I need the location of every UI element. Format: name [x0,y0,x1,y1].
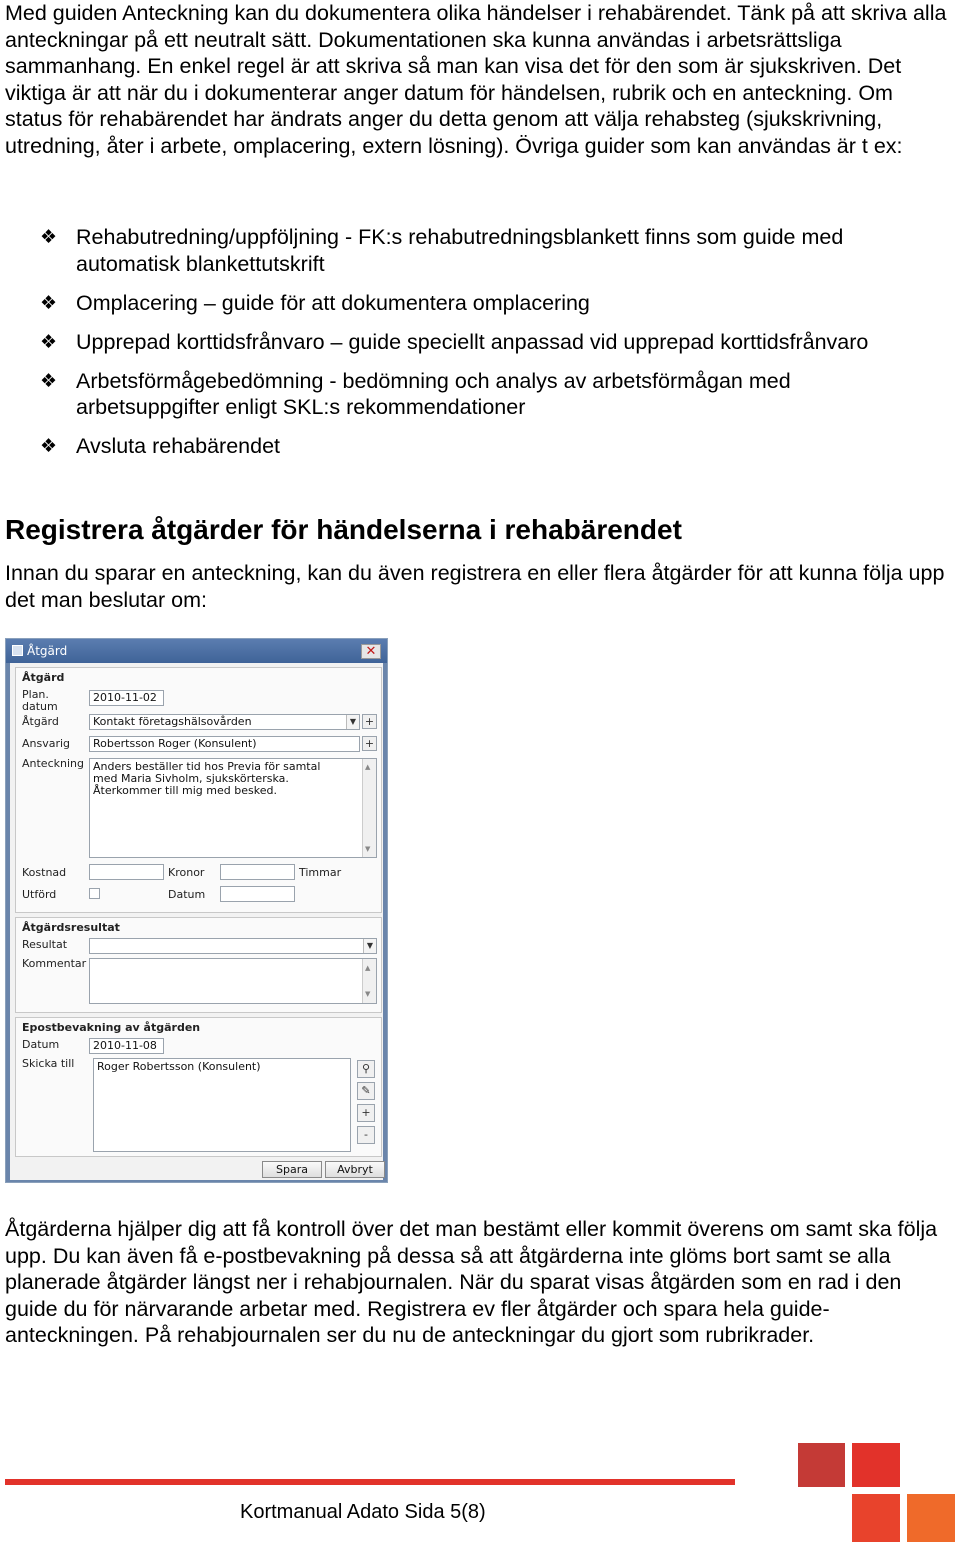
footer-text: Kortmanual Adato Sida 5(8) [240,1501,486,1523]
edit-icon[interactable]: ✎ [357,1082,375,1100]
logo-square [852,1443,900,1487]
dialog-body [10,663,383,1180]
chevron-down-icon[interactable]: ▼ [363,939,376,953]
kostnad-field[interactable] [89,864,164,880]
anteckning-label: Anteckning [22,757,84,770]
timmar-label: Timmar [299,866,342,879]
dialog-titlebar [6,639,387,663]
skicka-till-list[interactable]: Roger Robertsson (Konsulent) [93,1058,351,1152]
logo-square [852,1494,900,1542]
diamond-bullet-icon: ❖ [40,227,58,248]
footer-divider [5,1479,735,1485]
section-lead-paragraph: Innan du sparar en anteckning, kan du även registrera en eller flera åtgärder för att kunna följa upp det man beslutar om: [5,561,945,612]
cancel-button[interactable]: Avbryt [325,1161,385,1178]
list-item: ❖ Omplacering – guide för att dokumentera omplacering [40,290,590,315]
utford-datum-field[interactable] [220,886,295,902]
group-atgard [15,667,382,913]
skicka-till-label: Skicka till [22,1057,75,1070]
ansvarig-label: Ansvarig [22,737,71,750]
kronor-label: Kronor [168,866,205,879]
add-atgard-button[interactable]: + [362,714,377,729]
window-icon [12,645,23,656]
group-resultat-title: Åtgärdsresultat [22,921,120,934]
kommentar-textarea[interactable] [89,958,377,1004]
scroll-down-icon[interactable]: ▼ [365,845,371,853]
ansvarig-field[interactable]: Robertsson Roger (Konsulent) [89,736,360,752]
resultat-label: Resultat [22,938,68,951]
group-atgard-title: Åtgärd [22,671,65,684]
list-item: ❖ Avsluta rehabärendet [40,434,280,458]
plan-datum-field[interactable]: 2010-11-02 [89,690,164,706]
utford-datum-label: Datum [168,888,206,901]
dialog-title: Åtgärd [27,644,68,658]
add-ansvarig-button[interactable]: + [362,736,377,751]
kostnad-label: Kostnad [22,866,67,879]
scrollbar[interactable] [362,759,376,857]
guide-list [40,224,940,472]
utford-label: Utförd [22,888,57,901]
close-icon[interactable]: ✕ [361,644,381,659]
atgard-dialog [5,638,388,1183]
resultat-select[interactable] [89,938,377,954]
atgard-label: Åtgärd [22,715,59,728]
epost-datum-field[interactable]: 2010-11-08 [89,1038,164,1054]
plan-datum-label: Plan. datum [22,688,58,713]
search-icon[interactable]: ⚲ [357,1060,375,1078]
scroll-up-icon[interactable]: ▲ [365,763,371,771]
diamond-bullet-icon: ❖ [40,370,58,392]
section-heading: Registrera åtgärder för händelserna i rehabärendet [5,514,682,545]
group-epost-title: Epostbevakning av åtgärden [22,1021,201,1034]
scroll-down-icon[interactable]: ▼ [365,990,371,998]
closing-paragraph: Åtgärderna hjälper dig att få kontroll över det man bestämt eller kommit överens om samt ska följa upp. Du kan även få e-postbevakning på dessa så att åtgärderna inte glöms bort samt se alla planerade åtgärder längst ner i rehabjournalen. När du sparat visas åtgärden som en rad i den guide du för närvarande arbetar med. Registrera ev fler åtgärder och spara hela guide-anteckningen. På rehabjournalen ser du nu de anteckningar du gjort som rubrikrader. [5,1217,938,1347]
save-button[interactable]: Spara [262,1161,322,1178]
intro-paragraph: Med guiden Anteckning kan du dokumentera olika händelser i rehabärendet. Tänk på att skriva alla anteckningar på ett neutralt sätt. Dokumentationen ska kunna användas i arbetsrättsliga sammanhang. En enkel regel är att skriva så man kan visa det för den som är sjukskriven. Det viktiga är att när du i dokumenterar anger datum för händelsen, rubrik och en anteckning. Om status för rehabärendet har ändrats anger du detta genom att välja rehabsteg (sjukskrivning, utredning, åter i arbete, omplacering, extern lösning). Övriga guider som kan användas är t ex: [5,1,947,158]
list-item: ❖ Arbetsförmågebedömning - bedömning och analys av arbetsförmågan med arbetsuppgifter enligt SKL:s rekommendationer [40,368,791,419]
logo-square [798,1443,845,1487]
scrollbar[interactable] [362,959,376,1003]
scroll-up-icon[interactable]: ▲ [365,964,371,972]
kronor-field[interactable] [220,864,295,880]
list-item: ❖ Upprepad korttidsfrånvaro – guide speciellt anpassad vid upprepad korttidsfrånvaro [40,329,869,354]
group-epostbevakning [15,1017,382,1157]
anteckning-textarea[interactable]: Anders beställer tid hos Previa för samtal med Maria Sivholm, sjukskörterska. Återkommer till mig med besked. ▲ ▼ [89,758,377,858]
chevron-down-icon[interactable]: ▼ [346,715,359,729]
list-item: ❖ Rehabutredning/uppföljning - FK:s rehabutredningsblankett finns som guide med automatisk blankettutskrift [40,225,844,276]
utford-checkbox[interactable] [89,888,100,899]
kommentar-label: Kommentar [22,957,87,970]
add-recipient-button[interactable]: + [357,1104,375,1122]
diamond-bullet-icon: ❖ [40,331,58,353]
diamond-bullet-icon: ❖ [40,292,58,314]
atgard-select[interactable]: Kontakt företagshälsovården ▼ [89,714,360,730]
logo-square [907,1494,955,1542]
remove-recipient-button[interactable]: - [357,1126,375,1144]
epost-datum-label: Datum [22,1038,60,1051]
group-atgardsresultat [15,917,382,1013]
diamond-bullet-icon: ❖ [40,436,58,457]
